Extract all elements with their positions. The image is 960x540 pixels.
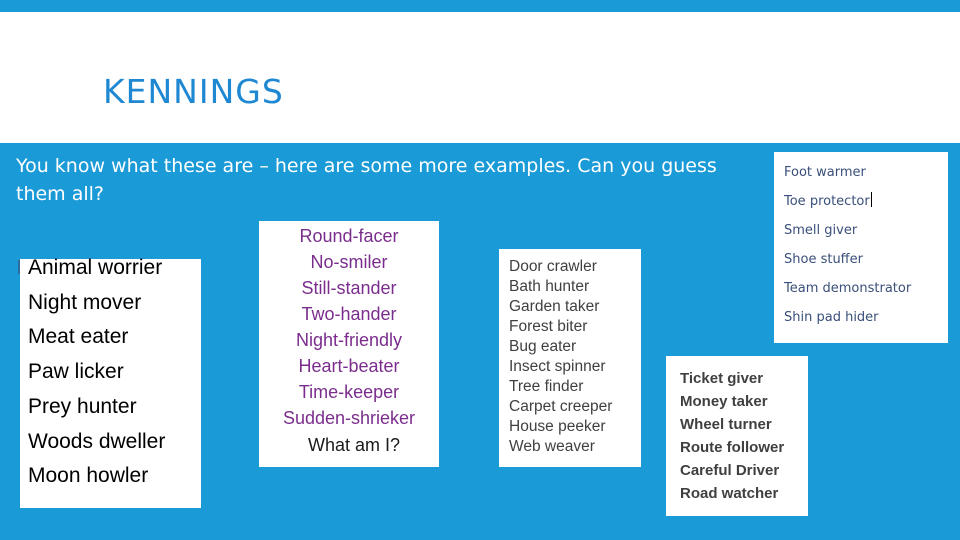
kenning-list bbox=[259, 221, 439, 431]
intro-text: You know what these are – here are some more examples. Can you guess them all? bbox=[16, 155, 717, 205]
kenning-item: Team demonstrator bbox=[784, 281, 912, 296]
kenning-item-text: Toe protector bbox=[784, 194, 870, 209]
kenning-item: Foot warmer bbox=[784, 165, 866, 180]
kenning-item: Woods dweller bbox=[28, 429, 166, 453]
kenning-item: Careful Driver bbox=[680, 462, 780, 479]
kenning-item: Two-hander bbox=[301, 304, 397, 324]
kenning-item: Still-stander bbox=[301, 278, 397, 298]
text-cursor bbox=[871, 192, 872, 207]
kenning-item: Ticket giver bbox=[680, 370, 764, 387]
kenning-list bbox=[499, 249, 641, 457]
kenning-item: Door crawler bbox=[509, 258, 597, 275]
kenning-item: Carpet creeper bbox=[509, 398, 613, 415]
kenning-item: Paw licker bbox=[28, 360, 124, 384]
kenning-list bbox=[20, 251, 201, 494]
kenning-item: Insect spinner bbox=[509, 358, 606, 375]
kenning-item: Smell giver bbox=[784, 223, 858, 238]
kenning-item: Shoe stuffer bbox=[784, 252, 863, 267]
kenning-box-sock bbox=[774, 152, 948, 343]
kenning-item: Night mover bbox=[28, 290, 142, 314]
kenning-item: Bath hunter bbox=[509, 278, 590, 295]
kenning-item: Forest biter bbox=[509, 318, 588, 335]
kenning-item: Heart-beater bbox=[298, 356, 400, 376]
riddle-question: What am I? bbox=[307, 435, 401, 455]
kenning-item: Animal worrier bbox=[28, 256, 163, 279]
kenning-box-traffic bbox=[666, 356, 808, 516]
kenning-item: Round-facer bbox=[299, 226, 399, 246]
kenning-item: Time-keeper bbox=[298, 382, 400, 402]
kenning-box-wolf bbox=[20, 256, 201, 508]
title-banner bbox=[0, 12, 960, 143]
kenning-item: Prey hunter bbox=[28, 394, 137, 418]
kenning-item: Tree finder bbox=[509, 378, 584, 395]
kenning-item: Garden taker bbox=[509, 298, 600, 315]
kenning-item: Night-friendly bbox=[295, 330, 403, 350]
kenning-list bbox=[774, 152, 948, 332]
kenning-box-owl bbox=[259, 221, 439, 467]
kenning-box-spider bbox=[499, 249, 641, 467]
kenning-item: Wheel turner bbox=[680, 416, 772, 433]
kenning-item: House peeker bbox=[509, 418, 606, 435]
kenning-item: Route follower bbox=[680, 439, 785, 456]
kenning-item: Web weaver bbox=[509, 438, 595, 455]
kenning-item: Bug eater bbox=[509, 338, 577, 355]
kenning-item: Money taker bbox=[680, 393, 768, 410]
kenning-item: Sudden-shrieker bbox=[282, 408, 416, 428]
kenning-item bbox=[784, 187, 948, 216]
kenning-item: Meat eater bbox=[28, 325, 129, 349]
slide-title: KENNINGS bbox=[103, 72, 284, 111]
kenning-item: No-smiler bbox=[310, 252, 388, 272]
kenning-item: Moon howler bbox=[28, 464, 149, 488]
kenning-list bbox=[666, 356, 808, 505]
kenning-item: Shin pad hider bbox=[784, 310, 879, 325]
kenning-item: Road watcher bbox=[680, 485, 779, 502]
